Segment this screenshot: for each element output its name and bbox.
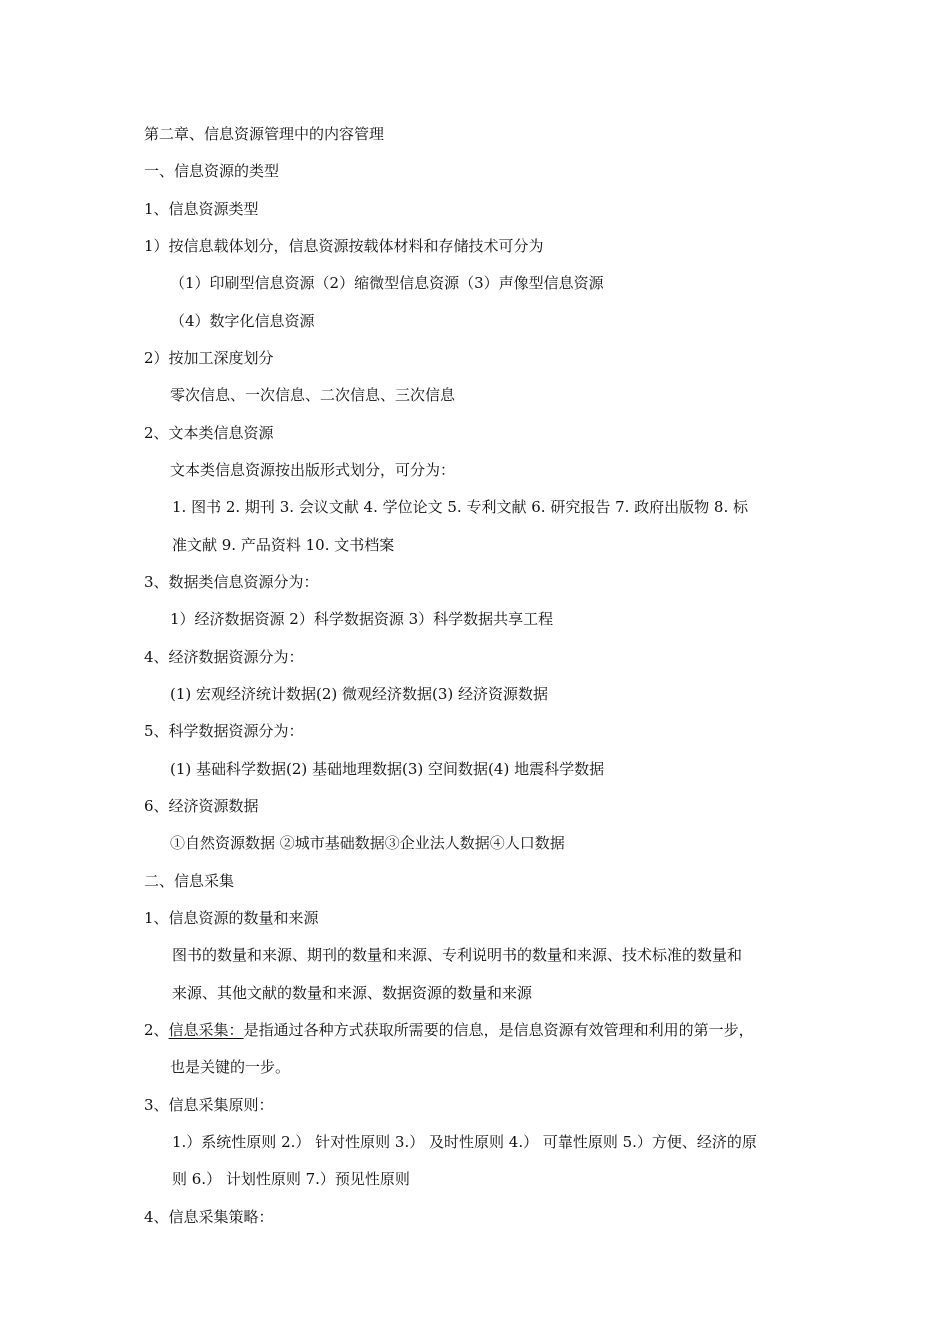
list-item: 1）经济数据资源 2）科学数据资源 3）科学数据共享工程 bbox=[170, 610, 554, 628]
item-number: 2、 bbox=[144, 1021, 169, 1039]
subsection-heading: 2、文本类信息资源 bbox=[144, 424, 274, 442]
paragraph: 来源、其他文献的数量和来源、数据资源的数量和来源 bbox=[172, 984, 533, 1002]
list-item: （1）印刷型信息资源（2）缩微型信息资源（3）声像型信息资源 bbox=[170, 274, 604, 292]
list-item: 零次信息、一次信息、二次信息、三次信息 bbox=[170, 386, 456, 404]
list-item: (1) 宏观经济统计数据(2) 微观经济数据(3) 经济资源数据 bbox=[170, 685, 549, 703]
paragraph: 1）按信息载体划分，信息资源按载体材料和存储技术可分为 bbox=[144, 237, 544, 255]
subsection-heading: 4、信息采集策略： bbox=[144, 1208, 274, 1226]
section-heading: 二、信息采集 bbox=[144, 872, 235, 890]
definition-text: 是指通过各种方式获取所需要的信息，是信息资源有效管理和利用的第一步， bbox=[243, 1021, 754, 1039]
subsection-heading: 3、信息采集原则： bbox=[144, 1096, 274, 1114]
paragraph: 2）按加工深度划分 bbox=[144, 349, 274, 367]
chapter-title: 第二章、信息资源管理中的内容管理 bbox=[144, 125, 385, 143]
list-item: (1) 基础科学数据(2) 基础地理数据(3) 空间数据(4) 地震科学数据 bbox=[170, 760, 605, 778]
section-heading: 一、信息资源的类型 bbox=[144, 162, 280, 180]
subsection-heading: 5、科学数据资源分为： bbox=[144, 722, 304, 740]
subsection-heading: 3、数据类信息资源分为： bbox=[144, 573, 319, 591]
definition-term: 信息采集： bbox=[168, 1021, 244, 1039]
list-item: 1. 图书 2. 期刊 3. 会议文献 4. 学位论文 5. 专利文献 6. 研究报告 7. 政府出版物 8. 标 bbox=[172, 498, 749, 516]
paragraph: 也是关键的一步。 bbox=[170, 1058, 291, 1076]
subsection-heading: 4、经济数据资源分为： bbox=[144, 648, 304, 666]
subsection-heading: 1、信息资源的数量和来源 bbox=[144, 909, 319, 927]
list-item: 1.）系统性原则 2.） 针对性原则 3.） 及时性原则 4.） 可靠性原则 5.）方便、经济的原 bbox=[172, 1133, 757, 1151]
paragraph: 图书的数量和来源、期刊的数量和来源、专利说明书的数量和来源、技术标准的数量和 bbox=[172, 946, 743, 964]
list-item: （4）数字化信息资源 bbox=[170, 312, 315, 330]
list-item: ①自然资源数据 ②城市基础数据③企业法人数据④人口数据 bbox=[170, 834, 565, 852]
list-item: 准文献 9. 产品资料 10. 文书档案 bbox=[172, 536, 395, 554]
paragraph: 文本类信息资源按出版形式划分，可分为： bbox=[170, 461, 456, 479]
subsection-heading: 1、信息资源类型 bbox=[144, 200, 259, 218]
list-item: 则 6.） 计划性原则 7.）预见性原则 bbox=[172, 1170, 410, 1188]
definition-line bbox=[144, 1020, 814, 1040]
subsection-heading: 6、经济资源数据 bbox=[144, 797, 259, 815]
